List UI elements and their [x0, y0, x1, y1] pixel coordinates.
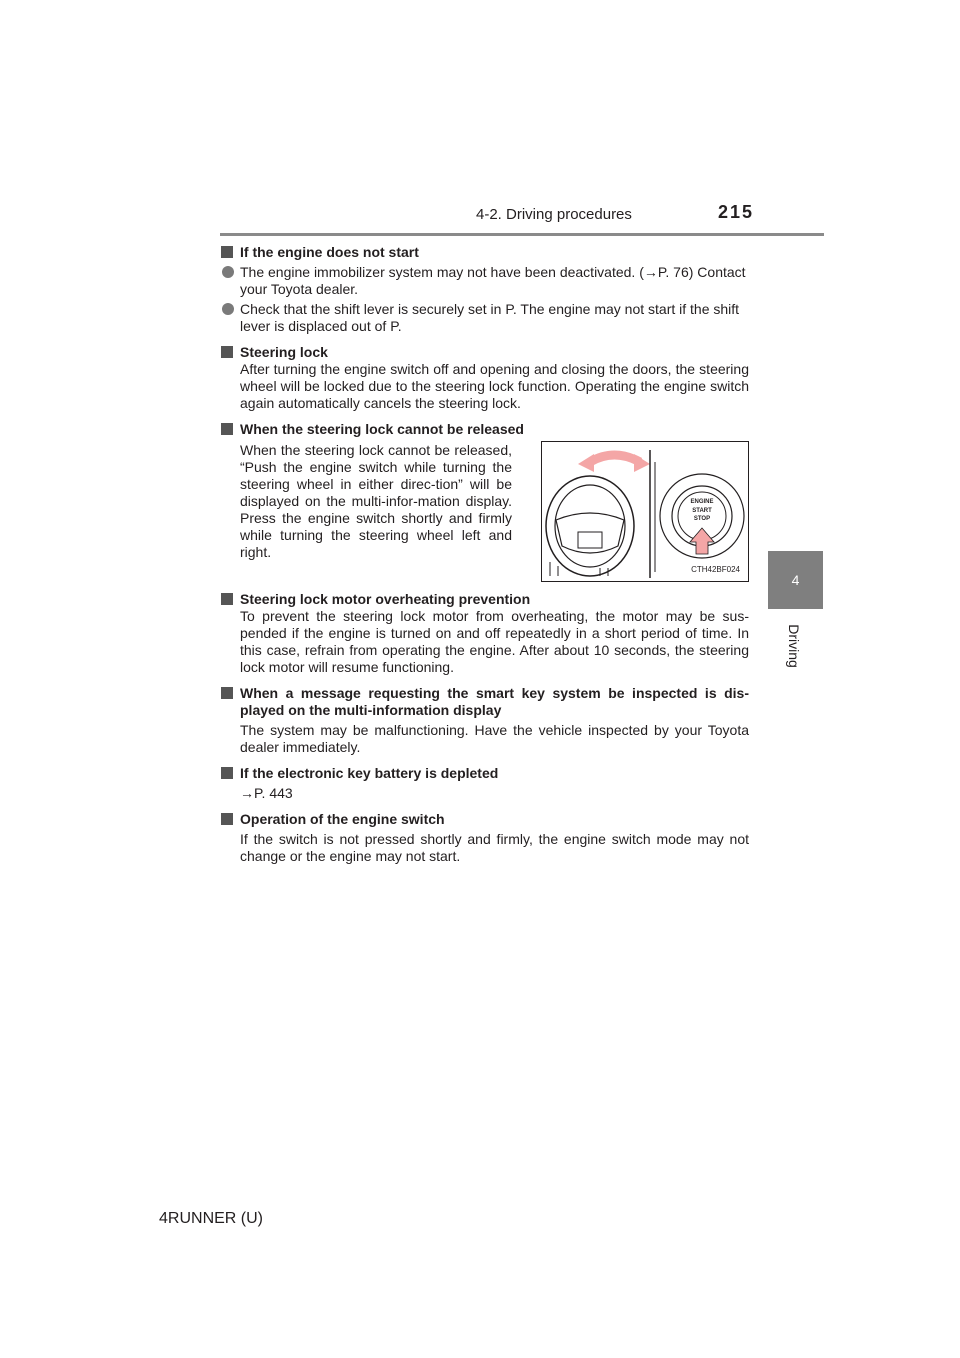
figure-code: CTH42BF024	[691, 565, 740, 574]
section-body: To prevent the steering lock motor from overheating, the motor may be sus-pended if the engine is turned on and off repeatedly in a short period of time. In this case, refrain from operating the engine. After about 10 seconds, the steering lock motor will resume functioning.	[240, 608, 749, 675]
chapter-tab-label: Driving	[786, 624, 802, 668]
section-lock-not-released	[221, 421, 749, 582]
section-heading: Steering lock motor overheating prevention	[221, 591, 749, 608]
list-item: The engine immobilizer system may not have been deactivated. (→P. 76) Contact your Toyota dealer.	[221, 264, 749, 298]
section-body: The system may be malfunctioning. Have the vehicle inspected by your Toyota dealer immediately.	[240, 722, 749, 755]
section-overheating	[221, 591, 749, 676]
section-body: When the steering lock cannot be released, “Push the engine switch while turning the steering wheel in either direc-tion” will be displayed on the multi-infor-mation display. Press the engine switch shortly and firmly while turning the steering wheel left and right.	[240, 442, 512, 560]
circle-bullet-icon	[222, 303, 234, 315]
button-text-stop: STOP	[693, 516, 711, 522]
square-bullet-icon	[221, 246, 233, 258]
chapter-tab-number: 4	[791, 572, 800, 588]
page-reference-link[interactable]: →P. 443	[240, 785, 293, 801]
footer-model: 4RUNNER (U)	[159, 1210, 263, 1227]
section-switch-operation	[221, 811, 749, 865]
header-section-title: 4-2. Driving procedures	[476, 206, 632, 223]
square-bullet-icon	[221, 423, 233, 435]
square-bullet-icon	[221, 767, 233, 779]
section-heading: Operation of the engine switch	[221, 811, 749, 828]
page-number: 215	[718, 202, 755, 222]
square-bullet-icon	[221, 346, 233, 358]
button-text-start: START	[692, 508, 712, 514]
main-content	[221, 244, 749, 874]
section-heading: When a message requesting the smart key system be inspected is dis-played on the multi-information display	[221, 685, 749, 719]
list-item: Check that the shift lever is securely set in P. The engine may not start if the shift lever is displaced out of P.	[221, 301, 749, 335]
section-heading: When the steering lock cannot be released	[221, 421, 749, 438]
header-rule	[220, 233, 824, 236]
section-smart-key-message	[221, 685, 749, 756]
section-heading: If the engine does not start	[221, 244, 749, 261]
section-steering-lock	[221, 344, 749, 412]
section-engine-not-start	[221, 244, 749, 335]
button-text-engine: ENGINE	[690, 499, 714, 505]
section-heading: If the electronic key battery is depleted	[221, 765, 749, 782]
circle-bullet-icon	[222, 266, 234, 278]
section-body: If the switch is not pressed shortly and firmly, the engine switch mode may not change or the engine may not start.	[240, 831, 749, 864]
square-bullet-icon	[221, 687, 233, 699]
section-heading: Steering lock	[221, 344, 749, 361]
square-bullet-icon	[221, 813, 233, 825]
section-battery-depleted	[221, 765, 749, 802]
square-bullet-icon	[221, 593, 233, 605]
steering-wheel-illustration	[541, 441, 749, 582]
section-body: After turning the engine switch off and opening and closing the doors, the steering wheel will be locked due to the steering lock function. Operating the engine switch again automatically cancels the steering lock.	[240, 361, 749, 411]
